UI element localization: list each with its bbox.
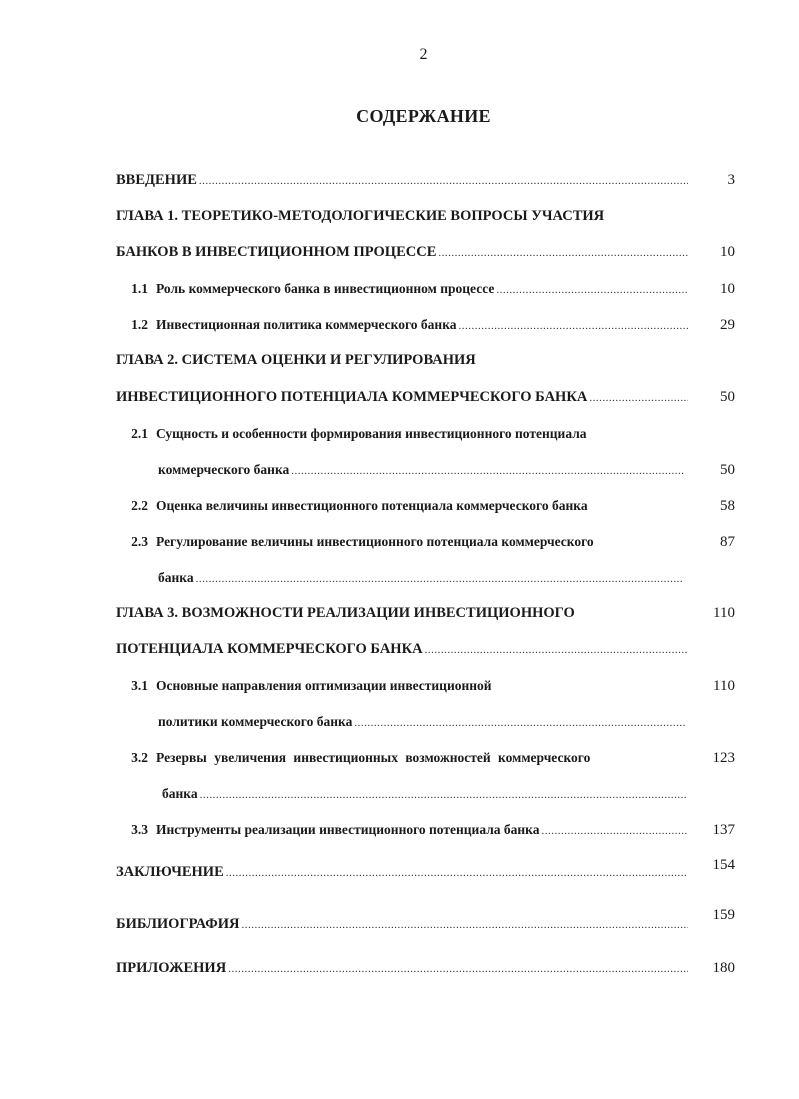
entry-page: 50 — [720, 462, 735, 478]
toc-entry-chapter-1[interactable] — [116, 208, 676, 225]
entry-text: ЗАКЛЮЧЕНИЕ — [116, 864, 224, 880]
dot-leader — [496, 284, 688, 296]
dot-leader — [438, 247, 688, 259]
entry-page: 110 — [713, 605, 735, 621]
toc-title: СОДЕРЖАНИЕ — [356, 106, 491, 126]
toc-entry-bibliography[interactable] — [116, 916, 688, 933]
toc-entry-introduction[interactable] — [116, 172, 688, 189]
entry-page: 87 — [720, 534, 735, 550]
toc-entry-chapter-1-cont[interactable] — [116, 244, 688, 261]
entry-text: банка — [162, 786, 198, 801]
entry-text: ВВЕДЕНИЕ — [116, 172, 197, 188]
dot-leader — [589, 392, 688, 404]
entry-number: 3.1 — [131, 678, 148, 693]
toc-entry-2-1-cont[interactable] — [158, 462, 684, 478]
entry-number: 2.3 — [131, 534, 148, 549]
toc-entry-chapter-3-cont[interactable] — [116, 641, 688, 658]
entry-page: 137 — [712, 822, 735, 838]
toc-entry-3-1-cont[interactable] — [158, 714, 686, 730]
toc-entry-2-3-cont[interactable] — [158, 570, 682, 586]
toc-entry-chapter-3[interactable] — [116, 605, 676, 622]
entry-text: Основные направления оптимизации инвестиционной — [156, 678, 492, 693]
entry-page: 10 — [720, 244, 735, 260]
entry-page: 29 — [720, 317, 735, 333]
entry-text: ГЛАВА 2. СИСТЕМА ОЦЕНКИ И РЕГУЛИРОВАНИЯ — [116, 352, 476, 368]
entry-number: 3.3 — [131, 822, 148, 837]
entry-text: Инвестиционная политика коммерческого банка — [156, 317, 457, 332]
entry-text: ПОТЕНЦИАЛА КОММЕРЧЕСКОГО БАНКА — [116, 641, 423, 657]
entry-text: коммерческого банка — [158, 462, 290, 477]
entry-page: 10 — [720, 281, 735, 297]
entry-page: 123 — [712, 750, 735, 766]
toc-entry-1-1[interactable] — [112, 281, 688, 297]
toc-entry-3-2-cont[interactable] — [162, 786, 686, 802]
entry-text: политики коммерческого банка — [158, 714, 353, 729]
toc-entry-chapter-2[interactable] — [116, 352, 676, 369]
toc-entry-3-2[interactable] — [112, 750, 692, 766]
entry-page: 50 — [720, 389, 735, 405]
entry-text: БИБЛИОГРАФИЯ — [116, 916, 240, 932]
entry-number: 1.2 — [131, 317, 148, 332]
dot-leader — [459, 320, 688, 332]
dot-leader — [226, 867, 688, 879]
toc-entry-2-2[interactable] — [112, 498, 688, 514]
dot-leader — [200, 789, 686, 801]
entry-page: 154 — [712, 857, 735, 873]
page-number: 2 — [419, 46, 428, 63]
entry-number: 3.2 — [131, 750, 148, 765]
entry-text: банка — [158, 570, 194, 585]
entry-text: Инструменты реализации инвестиционного потенциала банка — [156, 822, 540, 837]
entry-page: 3 — [727, 172, 735, 188]
entry-text: Резервы увеличения инвестиционных возможностей коммерческого — [156, 750, 591, 765]
entry-number: 2.1 — [131, 426, 148, 441]
entry-page: 110 — [713, 678, 735, 694]
dot-leader — [291, 465, 684, 477]
entry-page: 159 — [712, 907, 735, 923]
toc-entry-conclusion[interactable] — [116, 864, 688, 881]
dot-leader — [196, 573, 682, 585]
entry-text: Сущность и особенности формирования инвестиционного потенциала — [156, 426, 587, 441]
entry-number: 2.2 — [131, 498, 148, 513]
toc-entry-3-3[interactable] — [112, 822, 688, 838]
dot-leader — [354, 717, 686, 729]
entry-number: 1.1 — [131, 281, 148, 296]
toc-entry-chapter-2-cont[interactable] — [116, 389, 688, 406]
entry-text: Оценка величины инвестиционного потенциала коммерческого банка — [156, 498, 588, 513]
entry-text: ГЛАВА 1. ТЕОРЕТИКО-МЕТОДОЛОГИЧЕСКИЕ ВОПРОСЫ УЧАСТИЯ — [116, 208, 605, 224]
entry-text: ГЛАВА 3. ВОЗМОЖНОСТИ РЕАЛИЗАЦИИ ИНВЕСТИЦИОННОГО — [116, 605, 575, 621]
dot-leader — [199, 175, 688, 187]
dot-leader — [542, 825, 688, 837]
entry-page: 180 — [712, 960, 735, 976]
dot-leader — [228, 963, 688, 975]
entry-page: 58 — [720, 498, 735, 514]
toc-entry-2-1[interactable] — [112, 426, 688, 442]
toc-entry-2-3[interactable] — [112, 534, 688, 550]
entry-text: Регулирование величины инвестиционного потенциала коммерческого — [156, 534, 594, 549]
entry-text: ИНВЕСТИЦИОННОГО ПОТЕНЦИАЛА КОММЕРЧЕСКОГО БАНКА — [116, 389, 588, 405]
dot-leader — [241, 919, 688, 931]
entry-text: Роль коммерческого банка в инвестиционном процессе — [156, 281, 495, 296]
entry-text: ПРИЛОЖЕНИЯ — [116, 960, 227, 976]
dot-leader — [425, 644, 688, 656]
toc-entry-1-2[interactable] — [112, 317, 688, 333]
toc-entry-3-1[interactable] — [112, 678, 688, 694]
toc-entry-appendices[interactable] — [116, 960, 688, 977]
entry-text: БАНКОВ В ИНВЕСТИЦИОННОМ ПРОЦЕССЕ — [116, 244, 437, 260]
